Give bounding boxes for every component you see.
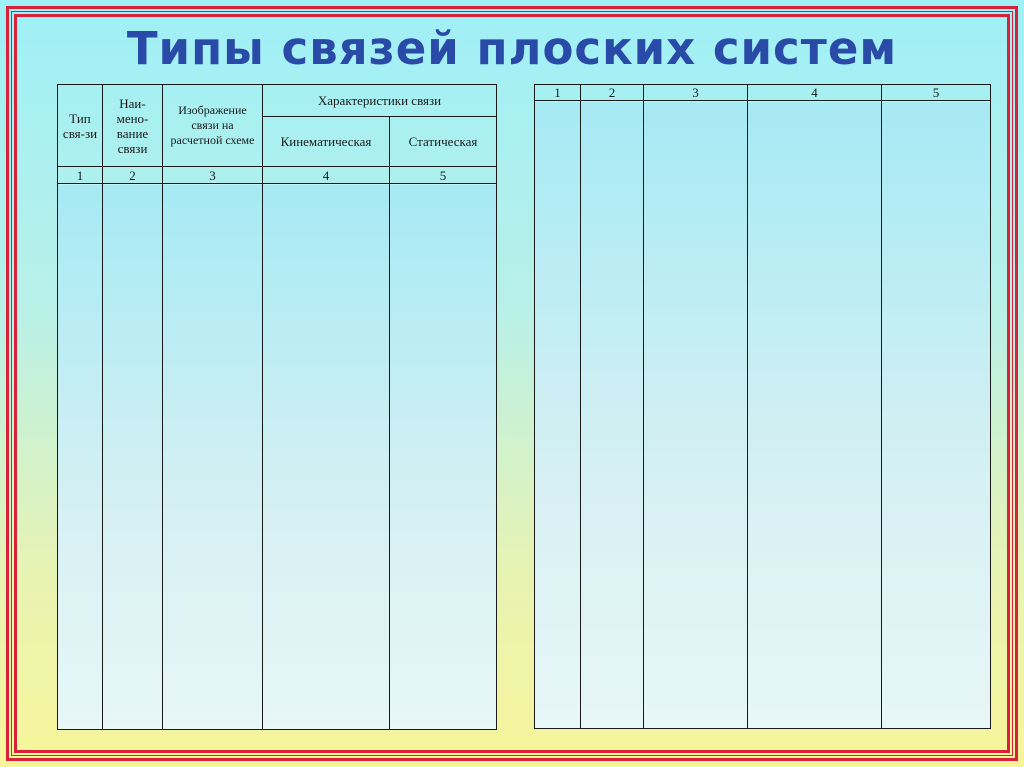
col-number-1: 1 — [58, 167, 103, 184]
table-cell — [390, 184, 497, 730]
col-number-5: 5 — [390, 167, 497, 184]
header-image: Изображение связи на расчетной схеме — [163, 85, 263, 167]
table-cell — [882, 101, 991, 729]
table-cell — [535, 101, 581, 729]
right-col-number-4: 4 — [748, 85, 882, 101]
right-col-number-3: 3 — [644, 85, 748, 101]
header-static: Статическая — [390, 117, 497, 167]
table-cell — [581, 101, 644, 729]
table-cell — [58, 184, 103, 730]
table-cell — [103, 184, 163, 730]
left-table — [57, 84, 497, 730]
table-cell — [163, 184, 263, 730]
table-cell — [748, 101, 882, 729]
header-kinematic: Кинематическая — [263, 117, 390, 167]
table-cell — [644, 101, 748, 729]
header-name: Наи-мено-вание связи — [103, 85, 163, 167]
col-number-4: 4 — [263, 167, 390, 184]
header-type: Тип свя-зи — [58, 85, 103, 167]
right-col-number-1: 1 — [535, 85, 581, 101]
right-col-number-2: 2 — [581, 85, 644, 101]
header-characteristics: Характеристики связи — [263, 85, 497, 117]
right-col-number-5: 5 — [882, 85, 991, 101]
col-number-3: 3 — [163, 167, 263, 184]
page-title: Типы связей плоских систем — [126, 22, 898, 75]
right-table — [534, 84, 991, 729]
table-cell — [263, 184, 390, 730]
col-number-2: 2 — [103, 167, 163, 184]
